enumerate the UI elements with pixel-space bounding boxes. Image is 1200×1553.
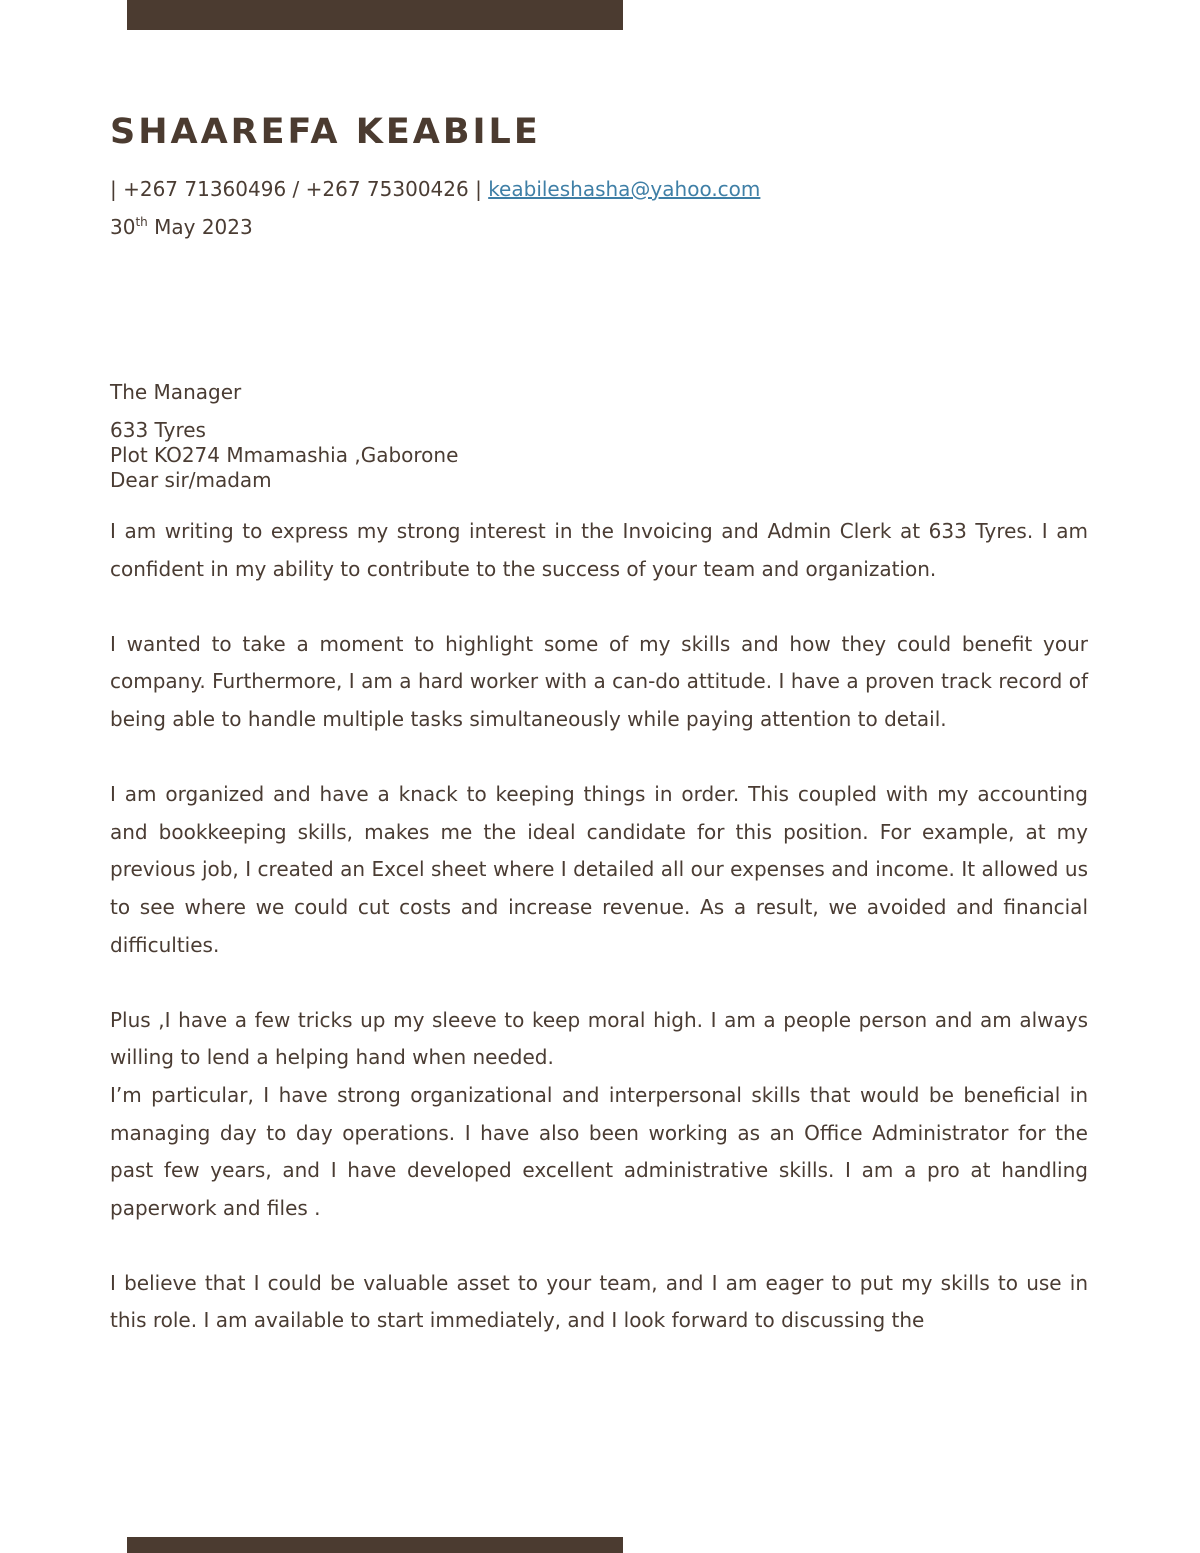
- letter-date: [110, 215, 253, 239]
- bottom-decorative-bar: [127, 1537, 623, 1553]
- recipient-address: Plot KO274 Mmamashia ,Gaborone: [110, 443, 459, 467]
- phone-numbers: | +267 71360496 / +267 75300426 |: [110, 177, 489, 201]
- date-day: 30: [110, 215, 136, 239]
- recipient-title: The Manager: [110, 380, 242, 404]
- body-paragraph-4: Plus ,I have a few tricks up my sleeve to keep moral high. I am a people person and am always willing to lend a helping hand when needed.: [110, 1007, 1088, 1070]
- body-paragraph-2: I wanted to take a moment to highlight some of my skills and how they could benefit your company. Furthermore, I am a hard worker with a can-do attitude. I have a proven track record of being able to handle multiple tasks simultaneously while paying attention to detail.: [110, 631, 1088, 731]
- email-link[interactable]: keabileshasha@yahoo.com: [488, 177, 761, 201]
- body-paragraph-5: I’m particular, I have strong organizational and interpersonal skills that would be beneficial in managing day to day operations. I have also been working as an Office Administrator for the past few years, and I have developed excellent administrative skills. I am a pro at handling paperwork and files .: [110, 1082, 1088, 1220]
- top-decorative-bar: [127, 0, 623, 30]
- applicant-name: SHAAREFA KEABILE: [110, 112, 541, 152]
- salutation: Dear sir/madam: [110, 468, 272, 492]
- letter-body: [110, 513, 1088, 1378]
- recipient-company: 633 Tyres: [110, 418, 206, 442]
- contact-line: [110, 177, 760, 201]
- date-month-year: May 2023: [147, 215, 253, 239]
- body-paragraph-1: I am writing to express my strong interest in the Invoicing and Admin Clerk at 633 Tyres. I am confident in my ability to contribute to the success of your team and organization.: [110, 519, 1088, 581]
- date-suffix: th: [135, 215, 148, 229]
- recipient-block: [110, 380, 458, 493]
- body-paragraph-3: I am organized and have a knack to keeping things in order. This coupled with my accounting and bookkeeping skills, makes me the ideal candidate for this position. For example, at my previous job, I created an Excel sheet where I detailed all our expenses and income. It allowed us to see where we could cut costs and increase revenue. As a result, we avoided and financial difficulties.: [110, 782, 1088, 957]
- body-paragraph-6: I believe that I could be valuable asset to your team, and I am eager to put my skills to use in this role. I am available to start immediately, and I look forward to discussing the: [110, 1270, 1088, 1333]
